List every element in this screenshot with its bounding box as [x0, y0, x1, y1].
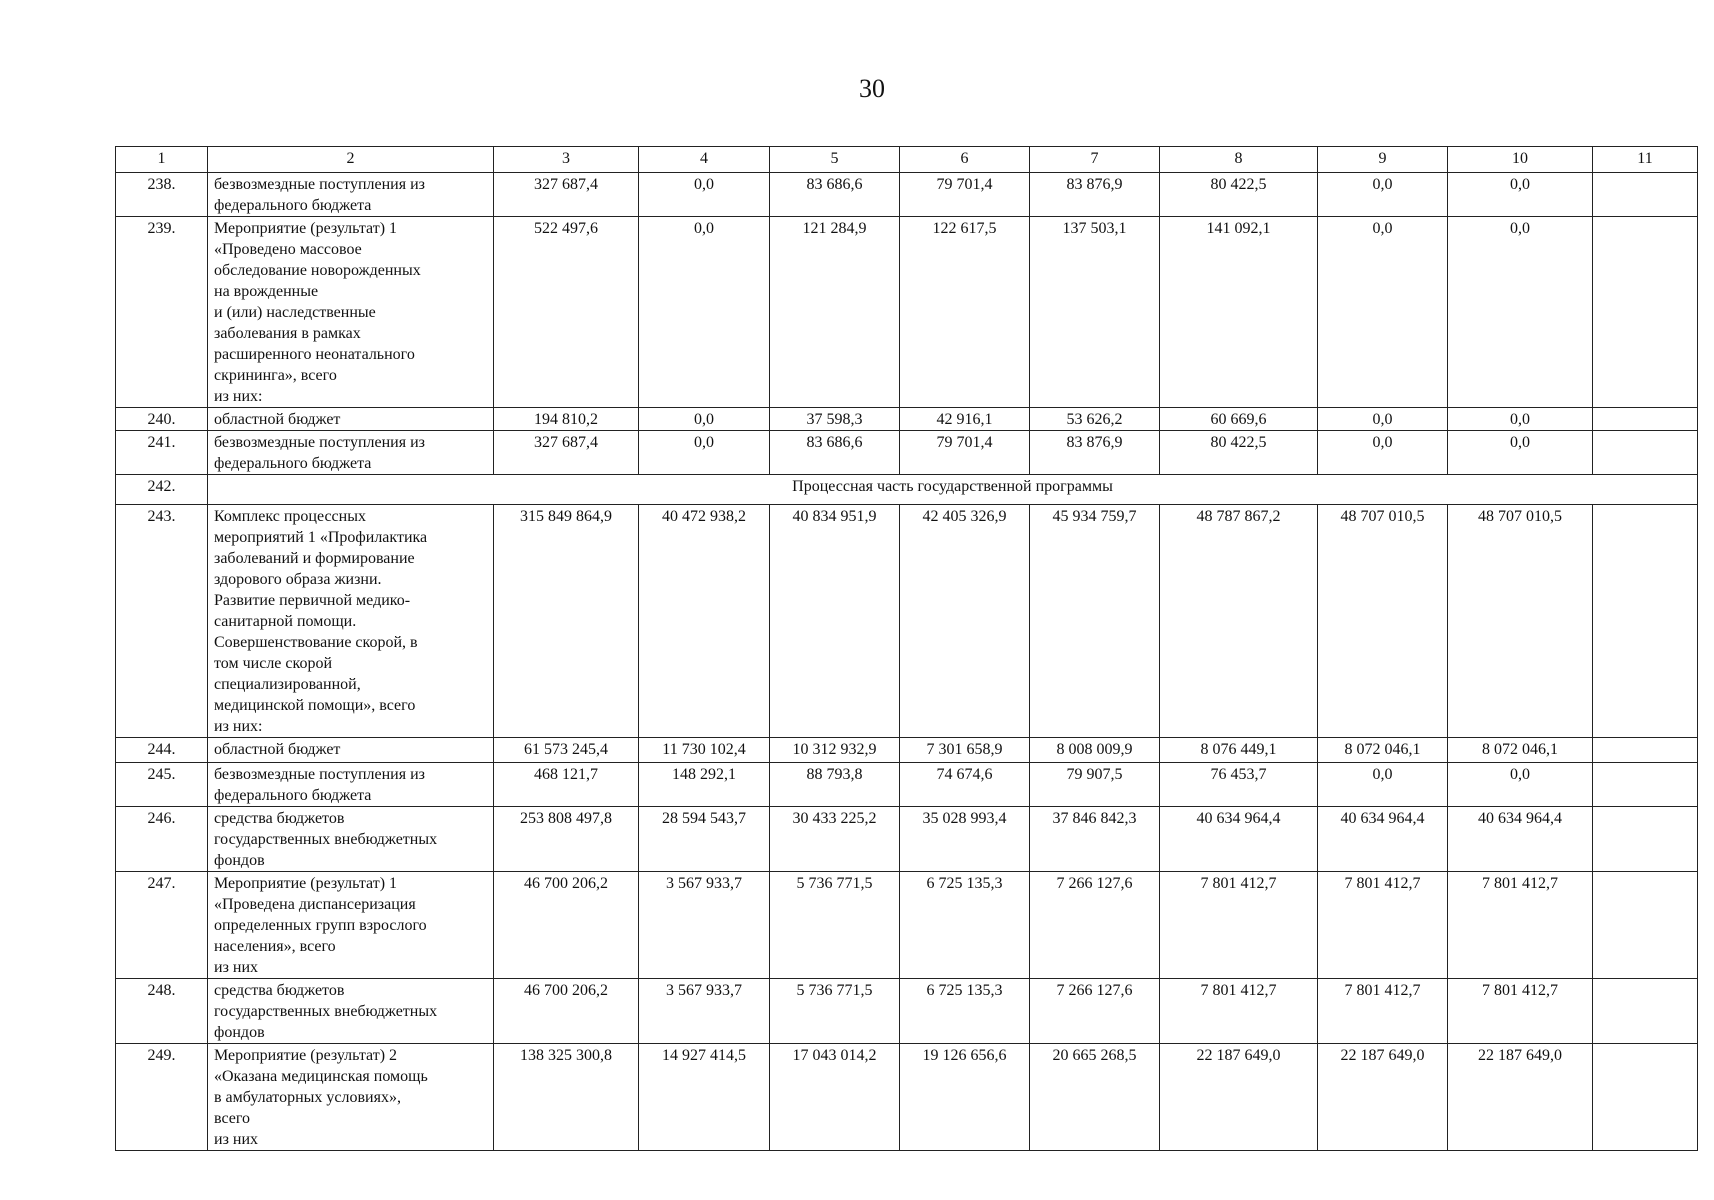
value-cell-col-3: 327 687,4 [494, 431, 639, 475]
value-cell-col-8: 22 187 649,0 [1160, 1044, 1318, 1151]
table-row [116, 173, 1698, 217]
value-cell-col-11 [1593, 872, 1698, 979]
table-row [116, 505, 1698, 738]
row-number-cell: 245. [116, 763, 208, 807]
value-cell-col-6: 6 725 135,3 [900, 872, 1030, 979]
column-header-3: 3 [494, 147, 639, 173]
description-text: средства бюджетов государственных внебюджетных фондов [214, 982, 438, 1041]
description-cell [208, 431, 494, 475]
description-cell [208, 505, 494, 738]
value-cell-col-9: 7 801 412,7 [1318, 979, 1448, 1044]
column-header-5: 5 [770, 147, 900, 173]
value-cell-col-7: 8 008 009,9 [1030, 738, 1160, 763]
value-cell-col-3: 315 849 864,9 [494, 505, 639, 738]
column-header-1: 1 [116, 147, 208, 173]
value-cell-col-9: 0,0 [1318, 431, 1448, 475]
column-header-9: 9 [1318, 147, 1448, 173]
description-text: Мероприятие (результат) 1 «Проведено массовое обследование новорожденных на врожденные и (или) наследственные заболевания в рамках расширенного неонатального скрининга», всего из них: [214, 220, 421, 405]
description-cell [208, 173, 494, 217]
value-cell-col-4: 0,0 [639, 217, 770, 408]
value-cell-col-7: 79 907,5 [1030, 763, 1160, 807]
table-row [116, 738, 1698, 763]
description-text: областной бюджет [214, 741, 341, 758]
value-cell-col-9: 0,0 [1318, 408, 1448, 431]
description-cell [208, 872, 494, 979]
row-number-cell: 243. [116, 505, 208, 738]
value-cell-col-6: 42 405 326,9 [900, 505, 1030, 738]
value-cell-col-4: 0,0 [639, 431, 770, 475]
value-cell-col-8: 48 787 867,2 [1160, 505, 1318, 738]
row-number-cell: 249. [116, 1044, 208, 1151]
table-row [116, 807, 1698, 872]
value-cell-col-5: 40 834 951,9 [770, 505, 900, 738]
table-row [116, 979, 1698, 1044]
description-cell [208, 1044, 494, 1151]
description-text: безвозмездные поступления из федерального бюджета [214, 434, 425, 472]
value-cell-col-4: 11 730 102,4 [639, 738, 770, 763]
column-header-10: 10 [1448, 147, 1593, 173]
value-cell-col-11 [1593, 979, 1698, 1044]
value-cell-col-7: 45 934 759,7 [1030, 505, 1160, 738]
value-cell-col-7: 83 876,9 [1030, 173, 1160, 217]
value-cell-col-7: 20 665 268,5 [1030, 1044, 1160, 1151]
value-cell-col-7: 83 876,9 [1030, 431, 1160, 475]
value-cell-col-8: 40 634 964,4 [1160, 807, 1318, 872]
column-header-row [116, 147, 1698, 173]
row-number-cell: 239. [116, 217, 208, 408]
value-cell-col-9: 0,0 [1318, 173, 1448, 217]
value-cell-col-11 [1593, 431, 1698, 475]
value-cell-col-3: 327 687,4 [494, 173, 639, 217]
value-cell-col-3: 138 325 300,8 [494, 1044, 639, 1151]
value-cell-col-6: 74 674,6 [900, 763, 1030, 807]
value-cell-col-7: 53 626,2 [1030, 408, 1160, 431]
value-cell-col-6: 19 126 656,6 [900, 1044, 1030, 1151]
value-cell-col-10: 7 801 412,7 [1448, 872, 1593, 979]
value-cell-col-11 [1593, 217, 1698, 408]
value-cell-col-11 [1593, 738, 1698, 763]
value-cell-col-10: 0,0 [1448, 408, 1593, 431]
value-cell-col-10: 48 707 010,5 [1448, 505, 1593, 738]
value-cell-col-4: 0,0 [639, 173, 770, 217]
column-header-6: 6 [900, 147, 1030, 173]
value-cell-col-11 [1593, 807, 1698, 872]
value-cell-col-4: 3 567 933,7 [639, 872, 770, 979]
value-cell-col-10: 0,0 [1448, 173, 1593, 217]
value-cell-col-3: 253 808 497,8 [494, 807, 639, 872]
table-row [116, 431, 1698, 475]
value-cell-col-5: 30 433 225,2 [770, 807, 900, 872]
row-number-cell: 241. [116, 431, 208, 475]
description-text: средства бюджетов государственных внебюджетных фондов [214, 810, 438, 869]
value-cell-col-9: 0,0 [1318, 763, 1448, 807]
value-cell-col-7: 7 266 127,6 [1030, 872, 1160, 979]
value-cell-col-4: 3 567 933,7 [639, 979, 770, 1044]
value-cell-col-5: 5 736 771,5 [770, 979, 900, 1044]
row-number-cell: 242. [116, 475, 208, 505]
table-row [116, 763, 1698, 807]
value-cell-col-3: 522 497,6 [494, 217, 639, 408]
description-text: Комплекс процессных мероприятий 1 «Профилактика заболеваний и формирование здорового образа жизни. Развитие первичной медико- санитарной помощи. Совершенствование скорой, в том числе скорой специализированной, медицинской помощи», всего из них: [214, 508, 428, 735]
value-cell-col-6: 79 701,4 [900, 431, 1030, 475]
row-number-cell: 248. [116, 979, 208, 1044]
column-header-11: 11 [1593, 147, 1698, 173]
description-cell [208, 408, 494, 431]
value-cell-col-8: 60 669,6 [1160, 408, 1318, 431]
value-cell-col-6: 7 301 658,9 [900, 738, 1030, 763]
row-number-cell: 247. [116, 872, 208, 979]
value-cell-col-8: 80 422,5 [1160, 431, 1318, 475]
budget-table [115, 146, 1698, 1151]
value-cell-col-3: 46 700 206,2 [494, 872, 639, 979]
value-cell-col-10: 0,0 [1448, 763, 1593, 807]
value-cell-col-4: 0,0 [639, 408, 770, 431]
value-cell-col-5: 10 312 932,9 [770, 738, 900, 763]
description-cell [208, 807, 494, 872]
value-cell-col-6: 42 916,1 [900, 408, 1030, 431]
column-header-2: 2 [208, 147, 494, 173]
value-cell-col-10: 22 187 649,0 [1448, 1044, 1593, 1151]
value-cell-col-8: 7 801 412,7 [1160, 979, 1318, 1044]
value-cell-col-6: 79 701,4 [900, 173, 1030, 217]
table-row [116, 408, 1698, 431]
description-cell [208, 738, 494, 763]
section-heading-cell: Процессная часть государственной программы [208, 475, 1698, 505]
description-text: Мероприятие (результат) 2 «Оказана медицинская помощь в амбулаторных условиях», всего из них [214, 1047, 428, 1148]
description-text: областной бюджет [214, 411, 341, 428]
value-cell-col-7: 137 503,1 [1030, 217, 1160, 408]
value-cell-col-5: 121 284,9 [770, 217, 900, 408]
value-cell-col-6: 122 617,5 [900, 217, 1030, 408]
value-cell-col-5: 5 736 771,5 [770, 872, 900, 979]
value-cell-col-8: 8 076 449,1 [1160, 738, 1318, 763]
column-header-4: 4 [639, 147, 770, 173]
value-cell-col-3: 61 573 245,4 [494, 738, 639, 763]
page-number: 30 [859, 74, 885, 103]
value-cell-col-10: 0,0 [1448, 217, 1593, 408]
value-cell-col-7: 37 846 842,3 [1030, 807, 1160, 872]
description-text: безвозмездные поступления из федерального бюджета [214, 766, 425, 804]
value-cell-col-11 [1593, 173, 1698, 217]
value-cell-col-11 [1593, 505, 1698, 738]
value-cell-col-9: 48 707 010,5 [1318, 505, 1448, 738]
table-row [116, 217, 1698, 408]
value-cell-col-10: 7 801 412,7 [1448, 979, 1593, 1044]
row-number-cell: 246. [116, 807, 208, 872]
value-cell-col-9: 8 072 046,1 [1318, 738, 1448, 763]
value-cell-col-4: 28 594 543,7 [639, 807, 770, 872]
table-row [116, 475, 1698, 505]
value-cell-col-10: 0,0 [1448, 431, 1593, 475]
value-cell-col-7: 7 266 127,6 [1030, 979, 1160, 1044]
value-cell-col-5: 17 043 014,2 [770, 1044, 900, 1151]
description-text: Мероприятие (результат) 1 «Проведена диспансеризация определенных групп взрослого населения», всего из них [214, 875, 427, 976]
value-cell-col-3: 194 810,2 [494, 408, 639, 431]
description-text: безвозмездные поступления из федерального бюджета [214, 176, 425, 214]
value-cell-col-4: 148 292,1 [639, 763, 770, 807]
value-cell-col-3: 468 121,7 [494, 763, 639, 807]
description-cell [208, 217, 494, 408]
column-header-8: 8 [1160, 147, 1318, 173]
value-cell-col-4: 40 472 938,2 [639, 505, 770, 738]
value-cell-col-4: 14 927 414,5 [639, 1044, 770, 1151]
description-cell [208, 763, 494, 807]
value-cell-col-11 [1593, 408, 1698, 431]
value-cell-col-3: 46 700 206,2 [494, 979, 639, 1044]
value-cell-col-9: 0,0 [1318, 217, 1448, 408]
row-number-cell: 238. [116, 173, 208, 217]
value-cell-col-9: 22 187 649,0 [1318, 1044, 1448, 1151]
value-cell-col-5: 88 793,8 [770, 763, 900, 807]
description-cell [208, 979, 494, 1044]
row-number-cell: 240. [116, 408, 208, 431]
value-cell-col-9: 40 634 964,4 [1318, 807, 1448, 872]
value-cell-col-8: 7 801 412,7 [1160, 872, 1318, 979]
column-header-7: 7 [1030, 147, 1160, 173]
value-cell-col-8: 141 092,1 [1160, 217, 1318, 408]
value-cell-col-6: 6 725 135,3 [900, 979, 1030, 1044]
value-cell-col-8: 80 422,5 [1160, 173, 1318, 217]
table-row [116, 1044, 1698, 1151]
value-cell-col-11 [1593, 1044, 1698, 1151]
value-cell-col-10: 8 072 046,1 [1448, 738, 1593, 763]
value-cell-col-5: 83 686,6 [770, 431, 900, 475]
value-cell-col-8: 76 453,7 [1160, 763, 1318, 807]
value-cell-col-5: 37 598,3 [770, 408, 900, 431]
value-cell-col-5: 83 686,6 [770, 173, 900, 217]
value-cell-col-9: 7 801 412,7 [1318, 872, 1448, 979]
value-cell-col-10: 40 634 964,4 [1448, 807, 1593, 872]
value-cell-col-11 [1593, 763, 1698, 807]
table-row [116, 872, 1698, 979]
row-number-cell: 244. [116, 738, 208, 763]
value-cell-col-6: 35 028 993,4 [900, 807, 1030, 872]
